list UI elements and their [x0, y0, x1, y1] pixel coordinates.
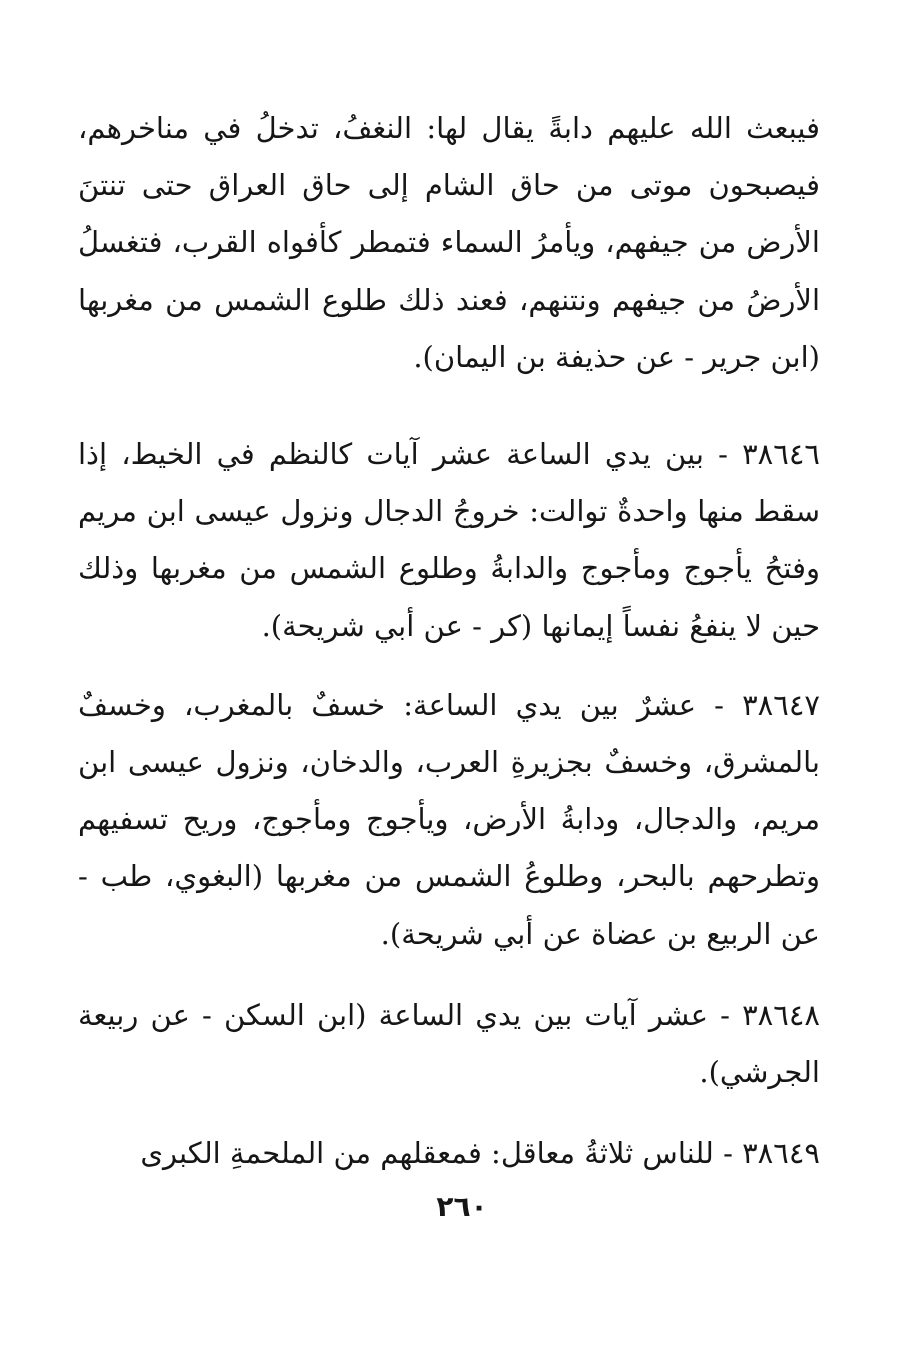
hadith-38646: ٣٨٦٤٦ - بين يدي الساعة عشر آيات كالنظم في الخيط، إذا سقط منها واحدةٌ توالت: خروجُ الدجال ونزول عيسى ابن مريم وفتحُ يأجوج ومأجوج والدابةُ وطلوع الشمس من مغربها وذلك حين لا ينفعُ نفساً إيمانها (كر - عن أبي شريحة). [78, 437, 820, 643]
hadith-38647: ٣٨٦٤٧ - عشرٌ بين يدي الساعة: خسفٌ بالمغرب، وخسفٌ بالمشرق، وخسفٌ بجزيرةِ العرب، والدخان، ونزول عيسى ابن مريم، والدجال، ودابةُ الأرض، ويأجوج ومأجوج، وريح تسفيهم وتطرحهم بالبحر، وطلوعُ الشمس من مغربها (البغوي، طب - عن الربيع بن عضاة عن أبي شريحة). [78, 687, 820, 951]
page-text [78, 100, 820, 1182]
page-number: ٢٦٠ [436, 1190, 488, 1223]
hadith-38648: ٣٨٦٤٨ - عشر آيات بين يدي الساعة (ابن السكن - عن ربيعة الجرشي). [78, 997, 820, 1090]
hadith-38649: ٣٨٦٤٩ - للناس ثلاثةُ معاقل: فمعقلهم من الملحمةِ الكبرى [140, 1136, 820, 1171]
paragraph-continuation: فيبعث الله عليهم دابةً يقال لها: النغفُ، تدخلُ في مناخرهم، فيصبحون موتى من حاق الشام إلى حاق العراق حتى تنتنَ الأرض من جيفهم، ويأمرُ السماء فتمطر كأفواه القرب، فتغسلُ الأرضُ من جيفهم ونتنهم، فعند ذلك طلوع الشمس من مغربها (ابن جرير - عن حذيفة بن اليمان). [78, 111, 820, 374]
